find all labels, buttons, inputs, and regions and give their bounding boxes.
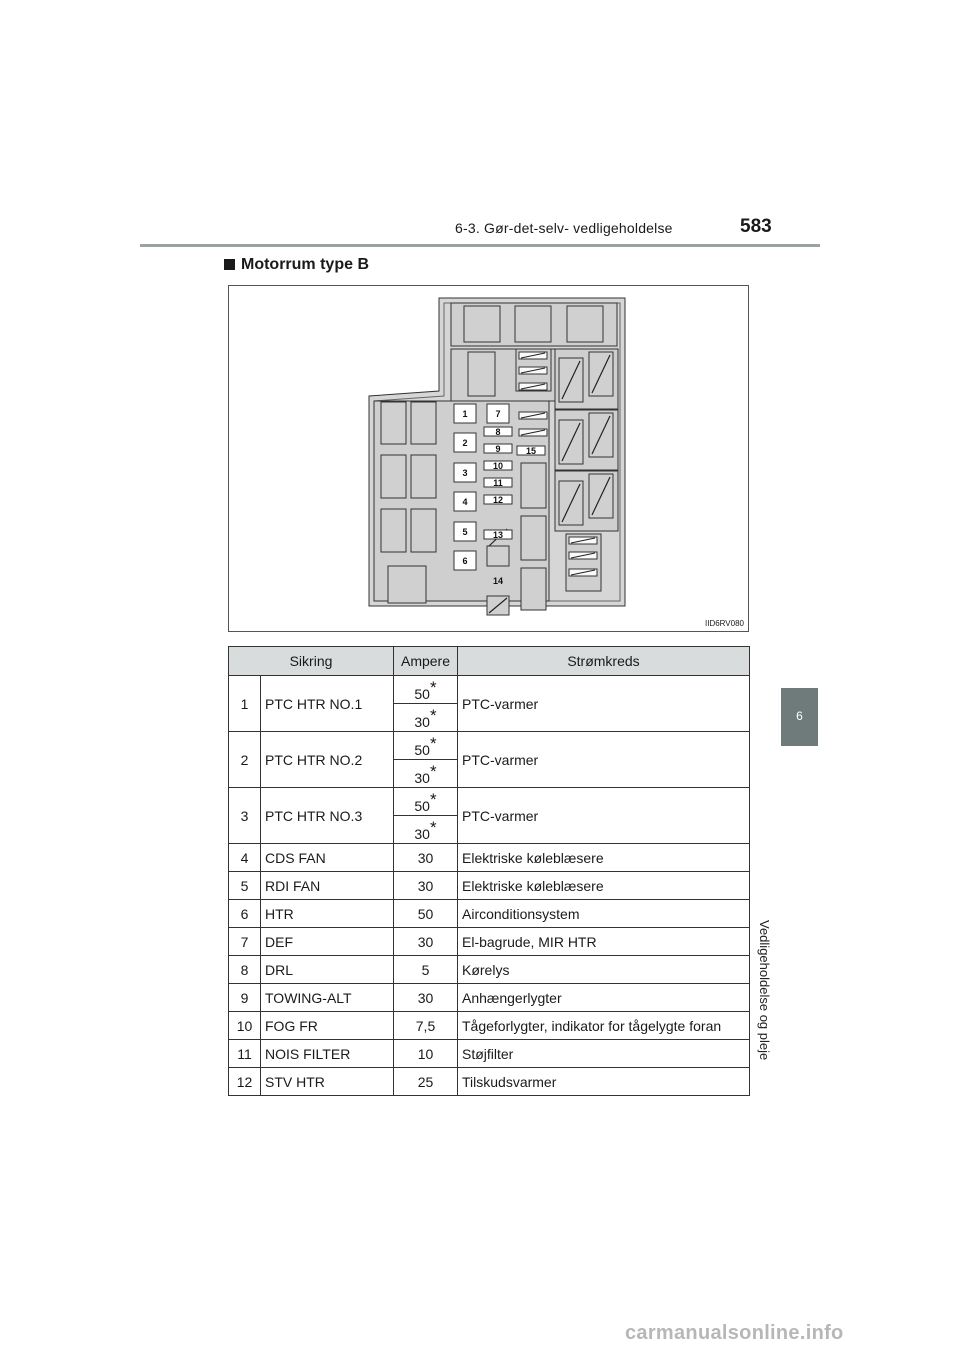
cartridge-fuse [521, 463, 546, 508]
fuse-number: 1 [229, 676, 261, 732]
column-header-fuse: Sikring [229, 647, 394, 676]
chapter-tab[interactable]: 6 [781, 688, 818, 746]
fuse-name: RDI FAN [261, 872, 394, 900]
fuse-number: 4 [229, 844, 261, 872]
table-row [229, 788, 750, 816]
large-fuse [411, 455, 436, 498]
section-heading [224, 256, 369, 274]
fuse-number: 3 [229, 788, 261, 844]
page-number: 583 [740, 216, 772, 237]
fuse-name: PTC HTR NO.1 [261, 676, 394, 732]
fuse-circuit: Anhængerlygter [458, 984, 750, 1012]
fuse-number: 8 [229, 956, 261, 984]
large-fuse [388, 566, 426, 603]
table-row [229, 900, 750, 928]
fuse-circuit: Elektriske køleblæsere [458, 844, 750, 872]
fuse-circuit: PTC-varmer [458, 788, 750, 844]
fuse-slot-14 [487, 546, 509, 566]
relay-block [464, 306, 500, 342]
fuse-circuit: Støjfilter [458, 1040, 750, 1068]
fuse-label-9: 9 [495, 444, 501, 454]
cartridge-fuse [521, 516, 546, 560]
fuse-label-13: 13 [492, 530, 504, 540]
fuse-name: NOIS FILTER [261, 1040, 394, 1068]
fuse-ampere: 30* [394, 760, 458, 788]
fuse-label-1: 1 [462, 409, 468, 419]
large-fuse [411, 509, 436, 552]
fuse-ampere: 30* [394, 816, 458, 844]
fuse-circuit: Kørelys [458, 956, 750, 984]
fuse-ampere: 7,5 [394, 1012, 458, 1040]
fuse-name: CDS FAN [261, 844, 394, 872]
watermark-logo: carmanualsonline.info [625, 1322, 844, 1344]
section-heading-text: Motorrum type B [241, 256, 369, 273]
fuse-ampere: 50 [394, 900, 458, 928]
large-fuse [381, 455, 406, 498]
fuse-name: HTR [261, 900, 394, 928]
fuse-label-12: 12 [492, 495, 504, 505]
fuse-number: 9 [229, 984, 261, 1012]
footnote-marker: * [429, 789, 437, 809]
cartridge-fuse [521, 568, 546, 610]
fuse-ampere: 5 [394, 956, 458, 984]
fuse-circuit: PTC-varmer [458, 676, 750, 732]
fuse-ampere: 50* [394, 732, 458, 760]
fuse-label-11: 11 [493, 478, 503, 488]
figure-code: IID6RV080 [705, 619, 744, 628]
footnote-marker: * [429, 761, 437, 781]
fuse-number: 11 [229, 1040, 261, 1068]
fuse-ampere: 30 [394, 928, 458, 956]
table-row [229, 956, 750, 984]
fuse-box-figure [228, 285, 749, 632]
large-fuse [381, 509, 406, 552]
table-row [229, 872, 750, 900]
header-divider [140, 244, 820, 247]
relay-block [567, 306, 603, 342]
table-row [229, 732, 750, 760]
fuse-label-14: 14 [492, 576, 504, 586]
fuse-circuit: PTC-varmer [458, 732, 750, 788]
fuse-ampere: 50* [394, 676, 458, 704]
square-bullet-icon [224, 259, 235, 270]
fuse-ampere: 50* [394, 788, 458, 816]
fuse-table [228, 646, 750, 1096]
chapter-label: Vedligeholdelse og pleje [757, 920, 772, 1061]
table-row [229, 1012, 750, 1040]
table-row [229, 984, 750, 1012]
table-header-row [229, 647, 750, 676]
fuse-ampere: 30* [394, 704, 458, 732]
column-header-ampere: Ampere [394, 647, 458, 676]
fuse-label-4: 4 [462, 497, 468, 507]
fuse-ampere: 30 [394, 844, 458, 872]
large-fuse [381, 402, 406, 444]
table-row [229, 676, 750, 704]
fuse-ampere: 10 [394, 1040, 458, 1068]
fuse-circuit: Tilskudsvarmer [458, 1068, 750, 1096]
header-section-title: 6-3. Gør-det-selv- vedligeholdelse [455, 220, 673, 236]
fuse-label-6: 6 [462, 556, 468, 566]
table-row [229, 928, 750, 956]
footnote-marker: * [429, 733, 437, 753]
fuse-name: PTC HTR NO.2 [261, 732, 394, 788]
fuse-label-3: 3 [462, 468, 468, 478]
fuse-name: DEF [261, 928, 394, 956]
fuse-number: 6 [229, 900, 261, 928]
large-fuse [411, 402, 436, 444]
fuse-box-diagram [229, 286, 750, 633]
relay-block [515, 306, 551, 342]
table-row [229, 1068, 750, 1096]
fuse-ampere: 25 [394, 1068, 458, 1096]
relay-block [468, 352, 495, 396]
table-row [229, 844, 750, 872]
footnote-marker: * [429, 705, 437, 725]
column-header-circuit: Strømkreds [458, 647, 750, 676]
fuse-label-7: 7 [495, 409, 501, 419]
fuse-label-10: 10 [492, 461, 504, 471]
fuse-ampere: 30 [394, 872, 458, 900]
fuse-number: 12 [229, 1068, 261, 1096]
footnote-marker: * [429, 677, 437, 697]
fuse-circuit: Elektriske køleblæsere [458, 872, 750, 900]
fuse-number: 7 [229, 928, 261, 956]
fuse-number: 5 [229, 872, 261, 900]
fuse-name: STV HTR [261, 1068, 394, 1096]
fuse-name: PTC HTR NO.3 [261, 788, 394, 844]
fuse-ampere: 30 [394, 984, 458, 1012]
fuse-number: 10 [229, 1012, 261, 1040]
fuse-circuit: Airconditionsystem [458, 900, 750, 928]
fuse-name: FOG FR [261, 1012, 394, 1040]
fuse-name: DRL [261, 956, 394, 984]
fuse-label-15: 15 [525, 446, 537, 456]
fuse-circuit: Tågeforlygter, indikator for tågelygte foran [458, 1012, 750, 1040]
fuse-circuit: El-bagrude, MIR HTR [458, 928, 750, 956]
fuse-number: 2 [229, 732, 261, 788]
fuse-name: TOWING-ALT [261, 984, 394, 1012]
footnote-marker: * [429, 817, 437, 837]
fuse-label-2: 2 [462, 438, 468, 448]
table-row [229, 1040, 750, 1068]
fuse-label-5: 5 [462, 527, 468, 537]
fuse-label-8: 8 [495, 427, 501, 437]
